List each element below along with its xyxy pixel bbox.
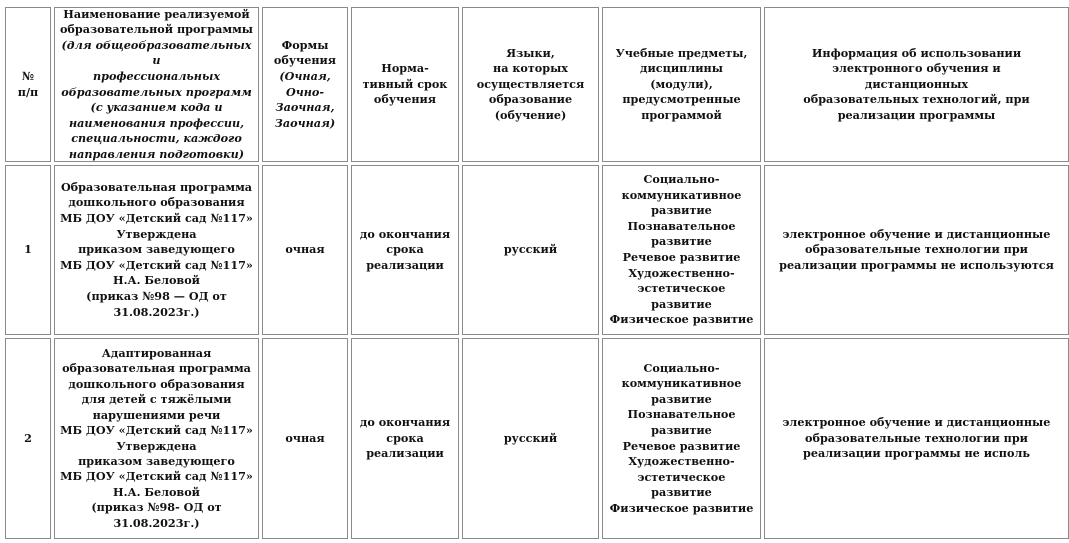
header-forms-line: обучения	[273, 53, 337, 68]
header-term-line: Норма-	[381, 61, 429, 76]
header-languages-line: (обучение)	[494, 107, 567, 122]
program-name-line: Утверждена	[116, 226, 197, 241]
program-name-line: приказом заведующего	[78, 453, 235, 468]
program-name-line: (приказ №98 — ОД от	[86, 288, 227, 303]
language-value: русский	[503, 242, 558, 257]
header-forms	[262, 7, 348, 162]
row-1-elearning	[764, 165, 1069, 335]
subject-line: коммуникативное	[621, 376, 742, 391]
row-1-language	[462, 165, 599, 335]
subject-line: развитие	[651, 234, 712, 249]
header-program-name-note: образовательных программ	[61, 84, 252, 99]
row-1-form	[262, 165, 348, 335]
row-2-form	[262, 338, 348, 539]
row-1-subjects	[602, 165, 761, 335]
row-number-value: 2	[24, 430, 32, 445]
header-forms-note: Заочная)	[274, 115, 336, 130]
program-name-line: для детей с тяжёлыми	[81, 392, 232, 407]
term-line: реализации	[366, 257, 444, 272]
header-forms-line: Формы	[281, 37, 329, 52]
subject-line: развитие	[651, 203, 712, 218]
subject-line: Речевое развитие	[622, 250, 741, 264]
program-name-line: приказом заведующего	[78, 242, 235, 257]
elearning-line: реализации программы не используются	[779, 257, 1054, 272]
row-1-term	[351, 165, 459, 335]
program-name-line: 31.08.2023г.)	[113, 515, 200, 530]
header-program-name-note: (для общеобразовательных и	[61, 37, 252, 68]
subject-line: Физическое развитие	[609, 500, 754, 515]
header-number	[5, 7, 51, 162]
subject-line: Художественно-	[628, 454, 735, 469]
program-name-line: МБ ДОУ «Детский сад №117»	[60, 423, 253, 438]
row-2-language	[462, 338, 599, 539]
header-program-name-note: направления подготовки)	[68, 146, 245, 161]
program-name-line: Образовательная программа	[60, 179, 253, 194]
header-subjects-line: Учебные предметы,	[615, 45, 748, 60]
row-2-number	[5, 338, 51, 539]
header-number-line: №	[21, 68, 35, 83]
header-languages-line: осуществляется	[476, 76, 585, 91]
elearning-line: образовательные технологии при	[805, 430, 1028, 445]
program-name-line: МБ ДОУ «Детский сад №117»	[60, 469, 253, 484]
subject-line: Речевое развитие	[622, 438, 741, 453]
elearning-line: электронное обучение и дистанционные	[782, 226, 1051, 241]
header-program-name	[54, 7, 259, 162]
row-2-subjects	[602, 338, 761, 539]
header-languages-line: на которых	[493, 61, 568, 76]
header-program-name-line: Наименование реализуемой	[63, 7, 250, 21]
header-term-line: обучения	[373, 92, 437, 107]
header-elearning-line: электронного обучения и дистанционных	[832, 61, 1001, 91]
term-line: до окончания	[359, 415, 451, 430]
header-forms-note: (Очная,	[279, 68, 331, 83]
program-name-line: Н.А. Беловой	[113, 273, 200, 288]
header-program-name-line: образовательной программы	[59, 22, 254, 37]
header-subjects	[602, 7, 761, 162]
header-program-name-note: профессиональных	[92, 68, 221, 83]
row-1-number	[5, 165, 51, 335]
program-name-line: Утверждена	[116, 438, 197, 453]
subject-line: коммуникативное	[621, 187, 742, 202]
subject-line: Социально-	[643, 172, 720, 187]
row-2-program-name	[54, 338, 259, 539]
subject-line: Физическое развитие	[609, 312, 754, 327]
program-name-line: Адаптированная	[101, 346, 212, 361]
form-value: очная	[285, 242, 325, 257]
subject-line: развитие	[651, 485, 712, 500]
header-subjects-line: программой	[641, 107, 722, 122]
header-elearning	[764, 7, 1069, 162]
subject-line: Художественно-	[628, 265, 735, 280]
program-name-line: МБ ДОУ «Детский сад №117»	[60, 257, 253, 272]
form-value: очная	[285, 430, 325, 445]
program-name-line: образовательная программа	[62, 361, 251, 376]
elearning-line: электронное обучение и дистанционные	[782, 415, 1051, 430]
program-name-line: 31.08.2023г.)	[113, 304, 200, 319]
subject-line: эстетическое	[637, 281, 726, 296]
term-line: срока	[386, 242, 424, 257]
subject-line: развитие	[651, 391, 712, 406]
header-subjects-line: предусмотренные	[622, 92, 741, 107]
header-elearning-line: образовательных технологий, при	[803, 92, 1030, 107]
header-number-line: п/п	[17, 84, 39, 99]
program-name-line: дошкольного образования	[68, 195, 245, 210]
row-2-elearning	[764, 338, 1069, 539]
header-program-name-note: наименования профессии,	[68, 115, 244, 130]
header-languages-line: Языки,	[506, 45, 555, 60]
header-subjects-line: (модули),	[650, 76, 713, 91]
row-2-term	[351, 338, 459, 539]
row-number-value: 1	[24, 242, 32, 257]
language-value: русский	[503, 430, 558, 445]
subject-line: эстетическое	[637, 469, 726, 484]
header-term	[351, 7, 459, 162]
program-name-line: нарушениями речи	[92, 407, 221, 422]
subject-line: Познавательное	[627, 407, 736, 422]
header-program-name-note: специальности, каждого	[71, 131, 242, 146]
program-name-line: Н.А. Беловой	[113, 484, 200, 499]
elearning-line: образовательные технологии при	[805, 242, 1028, 257]
program-name-line: МБ ДОУ «Детский сад №117»	[60, 211, 253, 226]
header-forms-note: Заочная,	[275, 100, 335, 115]
header-term-line: тивный срок	[362, 76, 448, 91]
program-name-line: (приказ №98- ОД от	[91, 500, 222, 515]
term-line: срока	[386, 430, 424, 445]
header-subjects-line: дисциплины	[640, 61, 723, 76]
subject-line: Познавательное	[627, 218, 736, 233]
header-program-name-note: (с указанием кода и	[90, 100, 223, 115]
program-name-line: дошкольного образования	[68, 376, 245, 391]
row-1-program-name	[54, 165, 259, 335]
header-elearning-line: реализации программы	[837, 107, 996, 122]
subject-line: Социально-	[643, 360, 720, 375]
header-languages-line: образование	[488, 92, 573, 107]
subject-line: развитие	[651, 296, 712, 311]
term-line: до окончания	[359, 226, 451, 241]
header-elearning-line: Информация об использовании	[811, 45, 1022, 60]
elearning-line: реализации программы не исполь	[803, 446, 1030, 461]
education-programs-table	[5, 7, 1069, 539]
term-line: реализации	[366, 446, 444, 461]
header-forms-note: Очно-	[285, 84, 324, 99]
subject-line: развитие	[651, 422, 712, 437]
header-languages	[462, 7, 599, 162]
